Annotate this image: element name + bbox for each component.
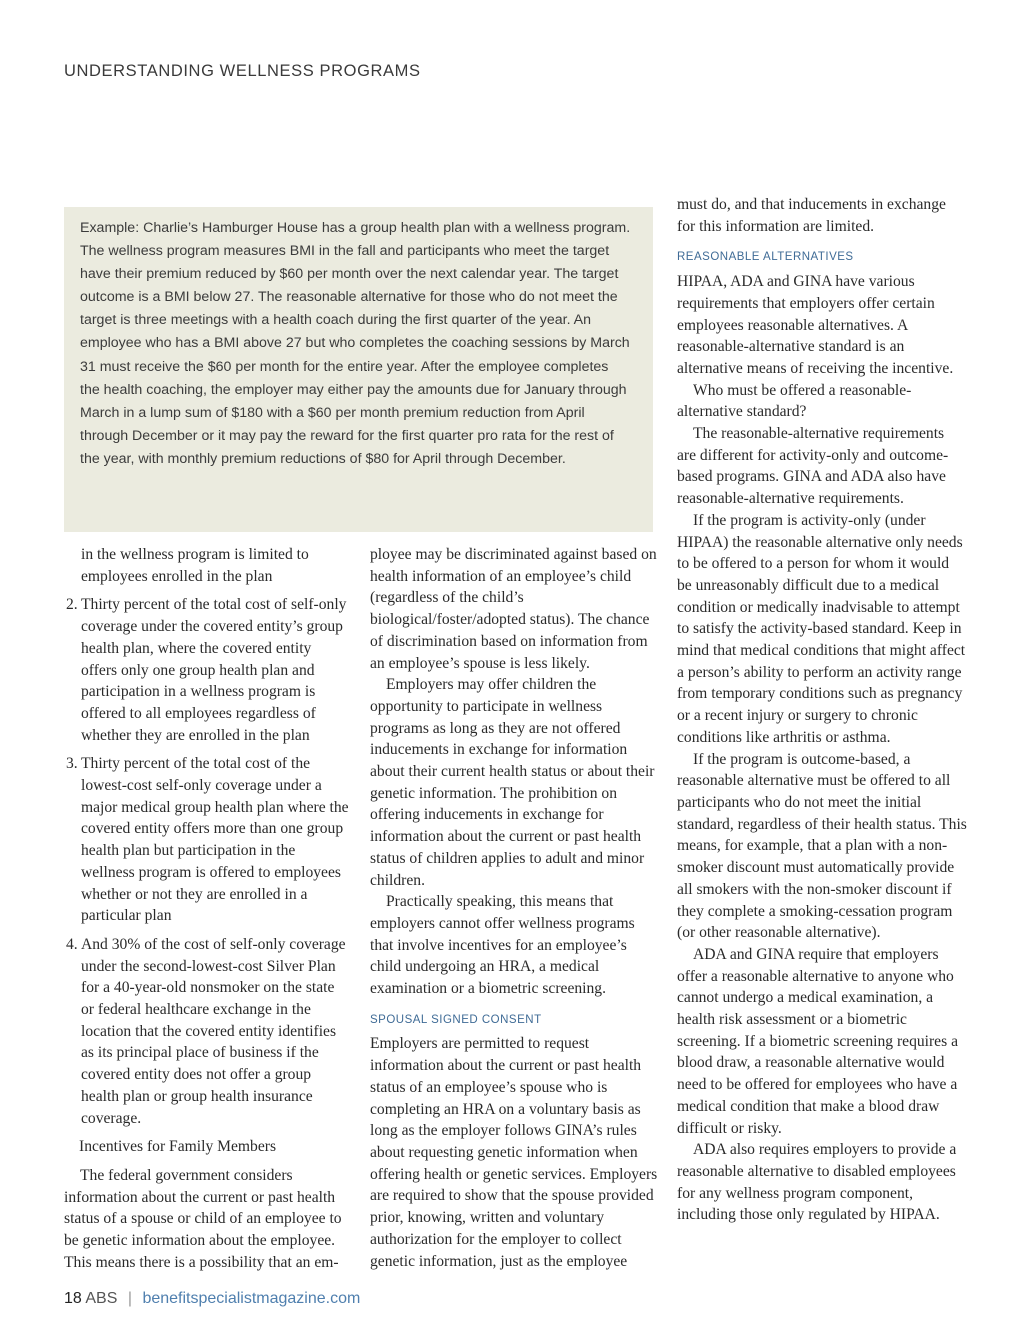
subheading-family-members: Incentives for Family Members [79, 1138, 277, 1156]
running-header: UNDERSTANDING WELLNESS PROGRAMS [64, 62, 421, 80]
footer-separator: | [127, 1290, 132, 1307]
incentive-limit-list [64, 594, 350, 1129]
paragraph: Employers may offer children the opportunity to participate in wellness programs as long as they are not offered inducements in exchange for information about their current health status or about their genetic information. The prohibition on offering inducements in exchange for information about the current or past health status of children applies to adult and minor children. [370, 676, 655, 889]
column-right [677, 194, 967, 1226]
list-item [64, 594, 350, 746]
list-item-continuation: in the wellness program is limited to employees enrolled in the plan [81, 546, 309, 585]
website-url: benefitspecialistmagazine.com [142, 1290, 361, 1307]
list-item-text: And 30% of the cost of self-only coverage under the second-lowest-cost Silver Plan for a 40-year-old nonsmoker on the state or federal healthcare exchange in the location that the covered entity identifies as its principal place of business if the covered entity does not offer a group health plan or group health insurance coverage. [81, 935, 346, 1127]
paragraph: ADA and GINA require that employers offer a reasonable alternative to anyone who cannot undergo a medical examination, a health risk assessment or a biometric screening. If a biometric screening requires a blood draw, a reasonable alternative would need to be offered for employees who have a medical condition that make a blood draw difficult or risky. [677, 945, 958, 1137]
list-item [64, 753, 350, 927]
paragraph: The reasonable-alternative requirements are different for activity-only and outcome-based programs. GINA and ADA also have reasonable-alternative requirements. [677, 425, 949, 508]
section-heading-reasonable-alternatives: REASONABLE ALTERNATIVES [677, 251, 854, 264]
list-item-number: 4. [66, 935, 78, 953]
example-text: Example: Charlie’s Hamburger House has a group health plan with a wellness program. The wellness program measures BMI in the fall and participants who meet the target have their premium reduced by $60 per month over the next calendar year. The target outcome is a BMI below 27. The reasonable alternative for those who do not meet the target is three meetings with a health coach during the first quarter of the year. An employee who has a BMI above 27 but who completes the coaching sessions by March 31 must receive the $60 per month for the entire year. After the employee completes the health coaching, the employer may either pay the amounts due for January through March in a lump sum of $180 with a $60 per month premium reduction from April through December or it may pay the reward for the first quarter pro rata for the rest of the year, with monthly premium reductions of $80 for April through December. [80, 220, 631, 467]
paragraph: must do, and that inducements in exchange for this information are limited. [677, 196, 946, 235]
paragraph: If the program is outcome-based, a reasonable alternative must be offered to all participants who do not meet the initial standard, regardless of their health status. This means, for example, that a plan with a non-smoker discount must automatically provide all smokers with the non-smoker discount if they complete a smoking-cessation program (or other reasonable alternative). [677, 750, 967, 942]
paragraph: Who must be offered a reasonable-alternative standard? [677, 381, 912, 421]
column-middle [370, 544, 658, 1272]
paragraph: HIPAA, ADA and GINA have various requirements that employers offer certain employees reasonable alternatives. A reasonable-alternative standard is an alternative means of receiving the incentive. [677, 273, 954, 377]
list-item-text: Thirty percent of the total cost of self-only coverage under the covered entity’s group health plan, where the covered entity offers only one group health plan and participation in a wellness program is offered to all employees regardless of whether they are enrolled in the plan [81, 596, 347, 744]
paragraph: ADA also requires employers to provide a reasonable alternative to disabled employees for any wellness program component, including those only regulated by HIPAA. [677, 1141, 957, 1224]
publication-name: ABS [85, 1290, 118, 1307]
list-item-number: 3. [66, 755, 78, 773]
list-item-text: Thirty percent of the total cost of the lowest-cost self-only coverage under a major medical group health plan where the covered entity offers more than one group health plan but participation in the wellness program is offered to employees whether or not they are enrolled in a particular plan [81, 755, 349, 925]
column-left [64, 544, 350, 1274]
section-heading-spousal-consent: SPOUSAL SIGNED CONSENT [370, 1013, 542, 1026]
list-item [64, 934, 350, 1129]
paragraph: The federal government considers information about the current or past health status of a spouse or child of an employee to be genetic information about the employee. This means there is a possibility that an em- [64, 1166, 342, 1271]
page-number: 18 [64, 1290, 82, 1307]
page-footer [64, 1290, 360, 1308]
example-callout-box [64, 207, 653, 532]
paragraph: ployee may be discriminated against based on health information of an employee’s child (regardless of the child’s biological/foster/adopted status). The chance of discrimination based on information from an employee’s spouse is less likely. [370, 546, 657, 672]
paragraph: If the program is activity-only (under HIPAA) the reasonable alternative only needs to be offered to a person for whom it would be unreasonably difficult due to a medical condition or medically inadvisable to attempt to satisfy the activity-based standard. Keep in mind that medical conditions that might affect a person’s ability to perform an activity range from temporary conditions such as pregnancy or a recent injury or surgery to chronic conditions like arthritis or asthma. [677, 511, 966, 746]
paragraph: Employers are permitted to request information about the current or past health status of an employee’s spouse who is completing an HRA on a voluntary basis as long as the employer follows GINA’s rules about requesting genetic information when offering health or genetic services. Employers are required to show that the spouse provided prior, knowing, written and voluntary authorization for the employer to collect genetic information, just as the employee [370, 1035, 658, 1270]
paragraph: Practically speaking, this means that employers cannot offer wellness programs that involve incentives for an employee’s child undergoing an HRA, a medical examination or a biometric screening. [370, 893, 635, 998]
list-item-number: 2. [66, 596, 78, 614]
